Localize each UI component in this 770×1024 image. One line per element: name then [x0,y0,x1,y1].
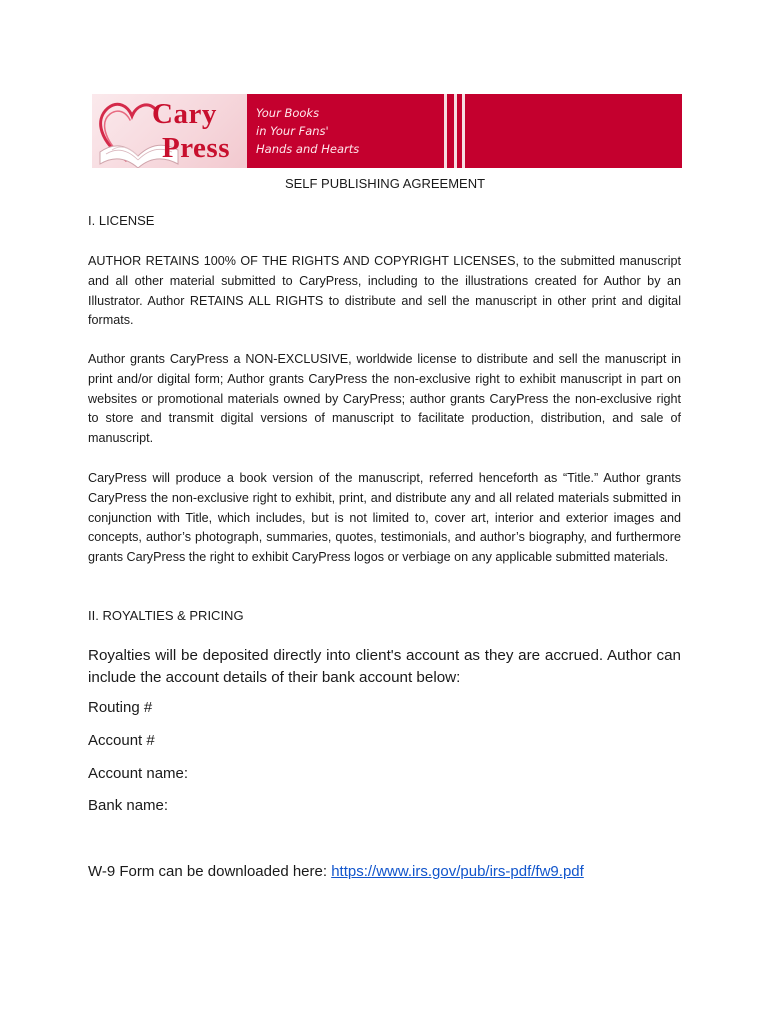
logo-tagline [256,104,396,158]
section-heading-license: I. LICENSE [88,213,155,228]
field-routing-number: Routing # [88,699,153,716]
document-title: SELF PUBLISHING AGREEMENT [284,176,486,191]
w9-line [88,862,584,882]
paragraph-license-3: CaryPress will produce a book version of the manuscript, referred henceforth as “Title.” Author grants CaryPress the non-exclusive right to exhibit, print, and distribute any and all related materials submitted in conjunction with Title, which includes, but is not limited to, cover art, interior and exterior images and concepts, author’s photograph, summaries, quotes, testimonials, and author’s biography, and furthermore grants CaryPress the right to exhibit CaryPress logos or verbiage on any applicable submitted materials. [88,471,681,565]
tagline-line: Your Books [256,106,320,120]
paragraph-royalties: Royalties will be deposited directly into client's account as they are accrued. Author can include the account details of their bank account below: [88,647,681,686]
banner-stripe [454,94,457,168]
section-heading-royalties: II. ROYALTIES & PRICING [88,608,244,623]
w9-label: W-9 Form can be downloaded here: [88,863,332,880]
paragraph-license-2: Author grants CaryPress a NON-EXCLUSIVE, worldwide license to distribute and sell the manuscript in print and/or digital form; Author grants CaryPress the non-exclusive right to exhibit manuscript in part on websites or promotional materials owned by CaryPress; author grants CaryPress the non-exclusive right to store and transmit digital versions of manuscript to facilitate production, distribution, and sale of manuscript. [88,352,681,446]
banner-stripe [462,94,465,168]
banner-stripes [444,94,682,168]
tagline-line: in Your Fans' [256,124,329,138]
w9-download-link[interactable]: https://www.irs.gov/pub/irs-pdf/fw9.pdf [331,863,584,880]
logo-word-press: Press [162,132,231,164]
logo-word-cary: Cary [152,98,217,130]
carypress-logo [92,94,247,168]
field-account-name: Account name: [88,765,189,782]
carypress-banner [92,94,682,168]
banner-stripe [444,94,447,168]
paragraph-license-1: AUTHOR RETAINS 100% OF THE RIGHTS AND COPYRIGHT LICENSES, to the submitted manuscript and all other material submitted to CaryPress, including to the illustrations created for Author by an Illustrator. Author RETAINS ALL RIGHTS to distribute and sell the manuscript in other print and digital formats. [88,254,681,328]
tagline-line: Hands and Hearts [256,142,360,156]
field-bank-name: Bank name: [88,797,169,814]
field-account-number: Account # [88,732,155,749]
